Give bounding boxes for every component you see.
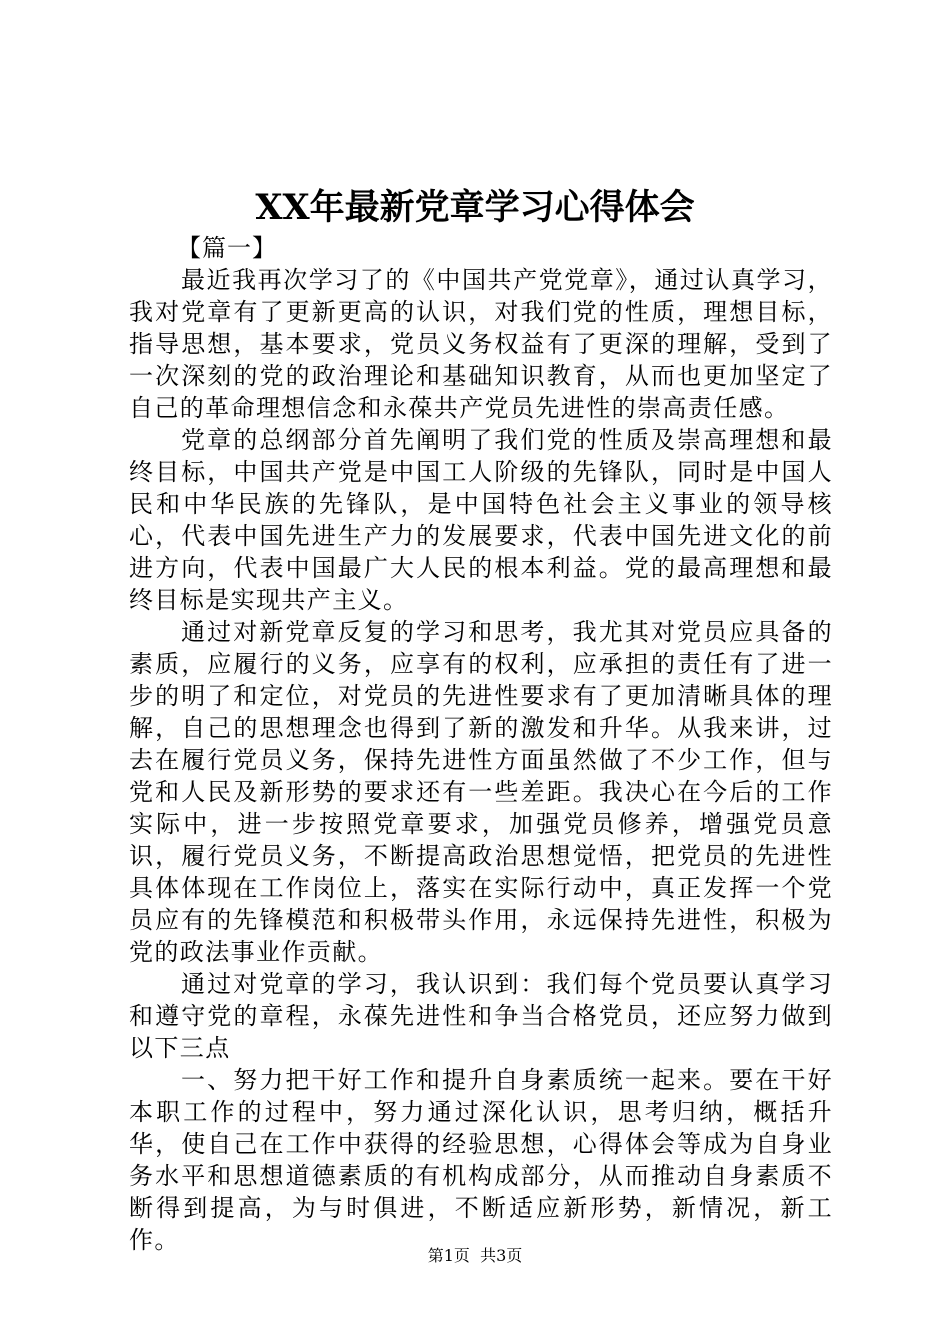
paragraph-1: 最近我再次学习了的《中国共产党党章》，通过认真学习，我对党章有了更新更高的认识，对我们党的性质，理想目标，指导思想，基本要求，党员义务权益有了更深的理解，受到了一次深刻的党的政治理论和基础知识教育，从而也更加坚定了自己的革命理想信念和永葆共产党员先进性的崇高责任感。 — [129, 266, 833, 422]
paragraph-3: 通过对新党章反复的学习和思考，我尤其对党员应具备的素质，应履行的义务，应享有的权利，应承担的责任有了进一步的明了和定位，对党员的先进性要求有了更加清晰具体的理解，自己的思想理念也得到了新的激发和升华。从我来讲，过去在履行党员义务，保持先进性方面虽然做了不少工作，但与党和人民及新形势的要求还有一些差距。我决心在今后的工作实际中，进一步按照党章要求，加强党员修养，增强党员意识，履行党员义务，不断提高政治思想觉悟，把党员的先进性具体体现在工作岗位上，落实在实际行动中，真正发挥一个党员应有的先锋模范和积极带头作用，永远保持先进性，积极为党的政法事业作贡献。 — [129, 618, 833, 966]
paragraph-2: 党章的总纲部分首先阐明了我们党的性质及崇高理想和最终目标，中国共产党是中国工人阶级的先锋队，同时是中国人民和中华民族的先锋队，是中国特色社会主义事业的领导核心，代表中国先进生产力的发展要求，代表中国先进文化的前进方向，代表中国最广大人民的根本利益。党的最高理想和最终目标是实现共产主义。 — [129, 426, 833, 614]
document-body — [129, 232, 833, 1256]
paragraph-4: 通过对党章的学习，我认识到：我们每个党员要认真学习和遵守党的章程，永葆先进性和争当合格党员，还应努力做到以下三点 — [129, 970, 833, 1062]
page-footer: 第1页 共3页 — [427, 1246, 523, 1265]
section-label: 【篇一】 — [177, 234, 277, 262]
document-title: XX年最新党章学习心得体会 — [255, 187, 695, 228]
paragraph-5: 一、努力把干好工作和提升自身素质统一起来。要在干好本职工作的过程中，努力通过深化认识，思考归纳，概括升华，使自己在工作中获得的经验思想，心得体会等成为自身业务水平和思想道德素质的有机构成部分，从而推动自身素质不断得到提高，为与时俱进，不断适应新形势，新情况，新工作。 — [129, 1066, 833, 1254]
